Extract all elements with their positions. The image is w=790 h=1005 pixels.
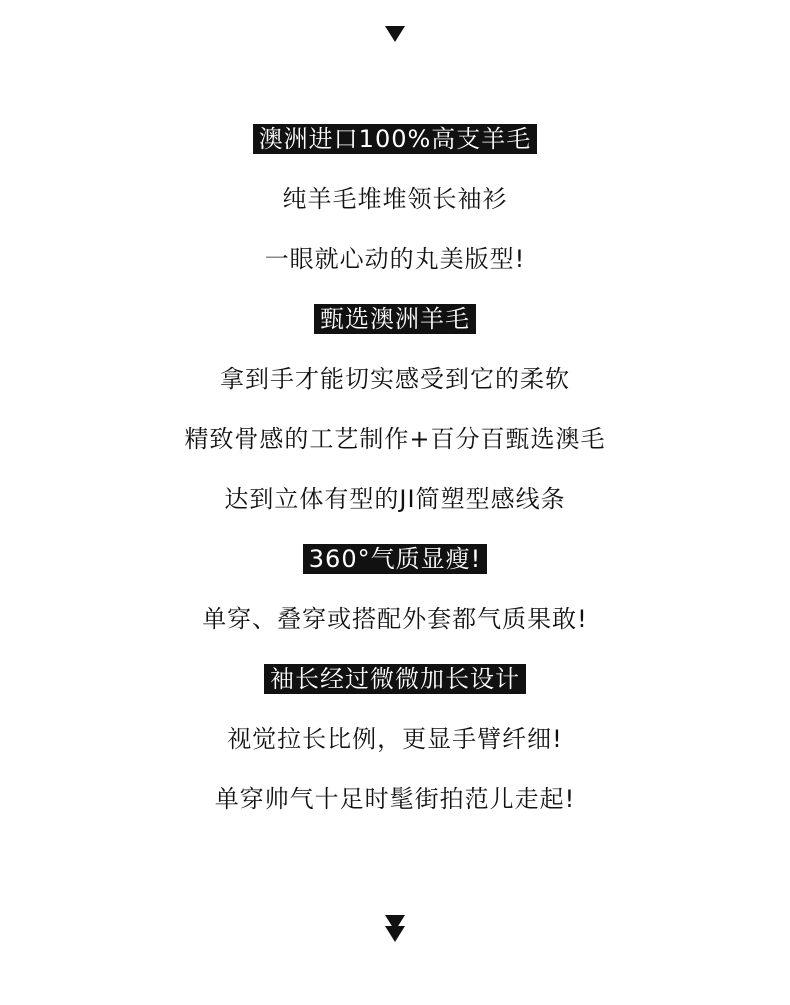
text-line-4 [0, 424, 790, 454]
line-text: 达到立体有型的JI简塑型感线条 [224, 485, 566, 513]
text-line-5 [0, 484, 790, 514]
line-text: 拿到手才能切实感受到它的柔软 [220, 365, 570, 393]
text-line-2 [0, 244, 790, 274]
text-line-6 [0, 604, 790, 634]
line-text: 精致骨感的工艺制作+百分百甄选澳毛 [184, 425, 606, 453]
headline-banner-4 [0, 664, 790, 694]
banner-text: 甄选澳洲羊毛 [314, 304, 476, 334]
headline-banner-2 [0, 304, 790, 334]
top-arrow-icon [385, 26, 405, 42]
banner-text: 澳洲进口100%高支羊毛 [253, 124, 538, 154]
banner-text: 360°气质显瘦! [303, 544, 487, 574]
text-line-7 [0, 724, 790, 754]
bottom-arrow-icon-lower [385, 926, 405, 942]
line-text: 纯羊毛堆堆领长袖衫 [282, 185, 508, 213]
headline-banner-3 [0, 544, 790, 574]
line-text: 一眼就心动的丸美版型! [264, 245, 526, 273]
line-text: 视觉拉长比例，更显手臂纤细! [227, 725, 563, 753]
banner-text: 袖长经过微微加长设计 [264, 664, 526, 694]
text-line-3 [0, 364, 790, 394]
headline-banner-1 [0, 124, 790, 154]
line-text: 单穿帅气十足时髦街拍范儿走起! [214, 785, 576, 813]
text-line-1 [0, 184, 790, 214]
text-line-8 [0, 784, 790, 814]
line-text: 单穿、叠穿或搭配外套都气质果敢! [202, 605, 588, 633]
